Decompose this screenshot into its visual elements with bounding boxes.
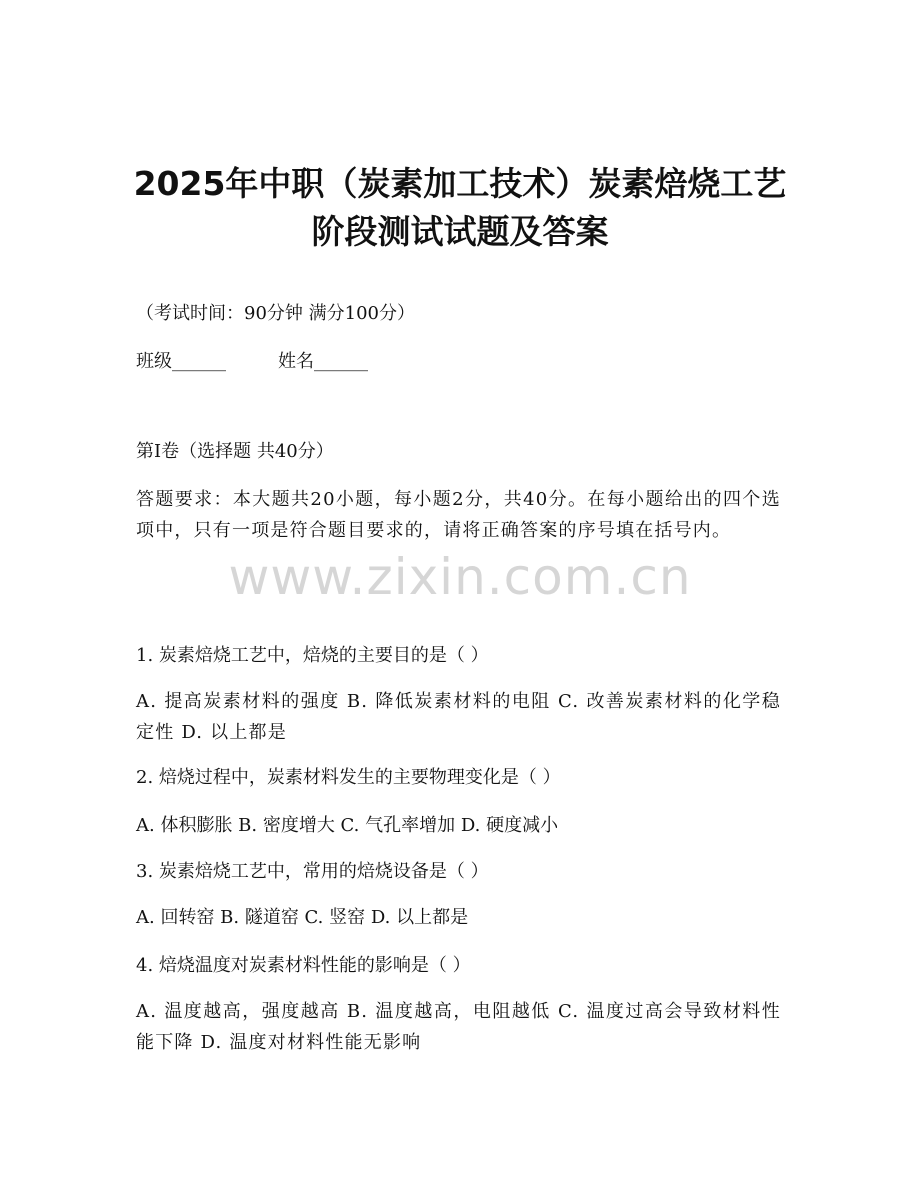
exam-time-and-score: （考试时间：90分钟 满分100分） bbox=[136, 303, 415, 324]
question-stem: 3. 炭素焙烧工艺中，常用的焙烧设备是（ ） bbox=[136, 861, 489, 882]
document-title-line-2: 阶段测试试题及答案 bbox=[311, 212, 609, 251]
question-options: A. 体积膨胀 B. 密度增大 C. 气孔率增加 D. 硬度减小 bbox=[136, 815, 559, 836]
question-options: A. 回转窑 B. 隧道窑 C. 竖窑 D. 以上都是 bbox=[136, 907, 469, 928]
student-info-row bbox=[136, 350, 368, 374]
question-options: A. 温度越高，强度越高 B. 温度越高，电阻越低 C. 温度过高会导致材料性能下降 D. 温度对材料性能无影响 bbox=[136, 1001, 781, 1053]
document-title-line-1: 2025年中职（炭素加工技术）炭素焙烧工艺 bbox=[133, 164, 787, 203]
site-watermark: www.zixin.com.cn bbox=[228, 548, 692, 606]
question-stem: 4. 焙烧温度对炭素材料性能的影响是（ ） bbox=[136, 955, 471, 976]
section-instructions: 答题要求：本大题共20小题，每小题2分，共40分。在每小题给出的四个选项中，只有一项是符合题目要求的，请将正确答案的序号填在括号内。 bbox=[136, 489, 781, 541]
name-field-label: 姓名______ bbox=[278, 351, 368, 372]
section-heading: 第I卷（选择题 共40分） bbox=[136, 441, 334, 462]
class-field-label: 班级______ bbox=[136, 351, 226, 372]
question-stem: 1. 炭素焙烧工艺中，焙烧的主要目的是（ ） bbox=[136, 645, 489, 666]
question-stem: 2. 焙烧过程中，炭素材料发生的主要物理变化是（ ） bbox=[136, 767, 561, 788]
question-options: A. 提高炭素材料的强度 B. 降低炭素材料的电阻 C. 改善炭素材料的化学稳定性 D. 以上都是 bbox=[136, 691, 781, 743]
